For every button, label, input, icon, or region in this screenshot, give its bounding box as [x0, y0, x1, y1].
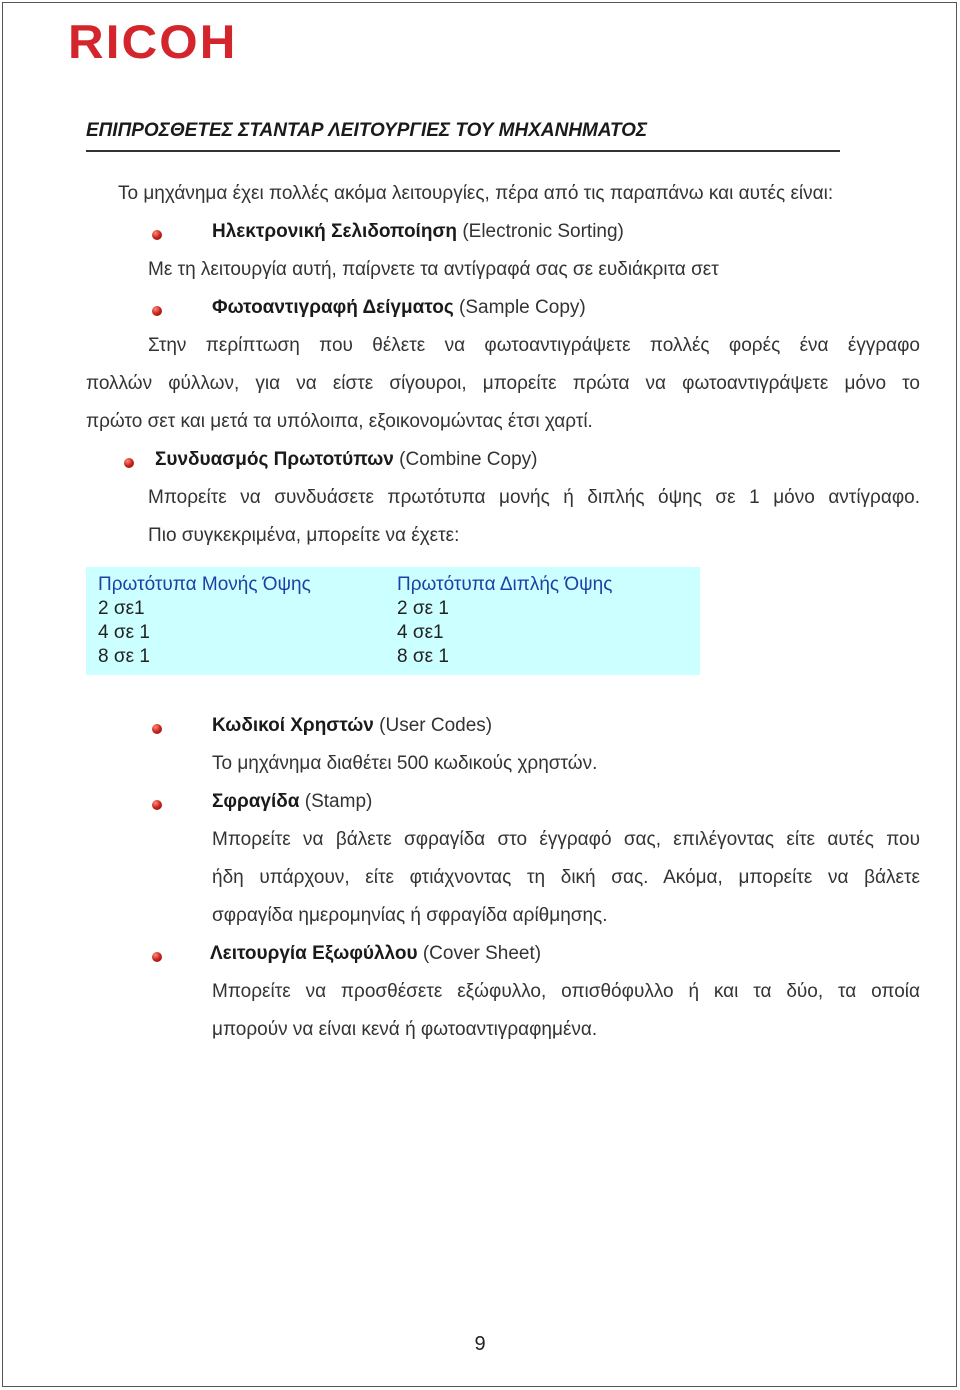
feature-sample-copy-desc-2: πολλών φύλλων, για να είστε σίγουροι, μπορείτε πρώτα να φωτοαντιγράψετε μόνο το	[86, 373, 920, 394]
bullet-icon	[124, 458, 134, 468]
bullet-icon	[152, 724, 162, 734]
feature-user-codes-title: Κωδικοί Χρηστών (User Codes)	[212, 715, 493, 736]
bullet-icon	[152, 230, 162, 240]
combine-modes-table	[86, 567, 700, 675]
feature-stamp-desc-3: σφραγίδα ημερομηνίας ή σφραγίδα αρίθμησης.	[212, 905, 608, 926]
feature-stamp-title: Σφραγίδα (Stamp)	[212, 791, 373, 812]
feature-stamp-desc-1: Μπορείτε να βάλετε σφραγίδα στο έγγραφό σας, επιλέγοντας είτε αυτές που	[212, 829, 920, 850]
feature-sample-copy-desc-3: πρώτο σετ και μετά τα υπόλοιπα, εξοικονομώντας έτσι χαρτί.	[86, 411, 593, 432]
feature-electronic-sorting-title: Ηλεκτρονική Σελιδοποίηση (Electronic Sorting)	[212, 221, 624, 242]
single-sided-item: 2 σε1	[98, 598, 145, 619]
double-sided-item: 8 σε 1	[397, 646, 449, 667]
heading-underline	[86, 150, 840, 152]
single-sided-column	[98, 573, 311, 669]
feature-stamp-desc-2: ήδη υπάρχουν, είτε φτιάχνοντας τη δική σας. Ακόμα, μπορείτε να βάλετε	[212, 867, 920, 888]
feature-cover-sheet-desc-1: Μπορείτε να προσθέσετε εξώφυλλο, οπισθόφυλλο ή και τα δύο, τα οποία	[212, 981, 920, 1002]
feature-combine-copy-desc-1: Μπορείτε να συνδυάσετε πρωτότυπα μονής ή διπλής όψης σε 1 μόνο αντίγραφο.	[148, 487, 920, 508]
feature-combine-copy-title: Συνδυασμός Πρωτοτύπων (Combine Copy)	[155, 449, 538, 470]
double-sided-column	[397, 573, 612, 669]
ricoh-logo: RICOH	[68, 15, 238, 68]
page-border	[2, 2, 957, 1387]
single-sided-item: 4 σε 1	[98, 622, 150, 643]
feature-cover-sheet-title: Λειτουργία Εξωφύλλου (Cover Sheet)	[210, 943, 542, 964]
feature-sample-copy-desc-1: Στην περίπτωση που θέλετε να φωτοαντιγράψετε πολλές φορές ένα έγγραφο	[148, 335, 920, 356]
single-sided-item: 8 σε 1	[98, 646, 150, 667]
single-sided-header: Πρωτότυπα Μονής Όψης	[98, 574, 311, 595]
double-sided-header: Πρωτότυπα Διπλής Όψης	[397, 574, 613, 595]
feature-user-codes-desc: Το μηχάνημα διαθέτει 500 κωδικούς χρηστών.	[212, 753, 598, 774]
feature-cover-sheet-desc-2: μπορούν να είναι κενά ή φωτοαντιγραφημένα.	[212, 1019, 598, 1040]
bullet-icon	[152, 306, 162, 316]
double-sided-item: 4 σε1	[397, 622, 444, 643]
bullet-icon	[152, 800, 162, 810]
feature-combine-copy-desc-2: Πιο συγκεκριμένα, μπορείτε να έχετε:	[148, 525, 460, 546]
feature-sample-copy-title: Φωτοαντιγραφή Δείγματος (Sample Copy)	[212, 297, 586, 318]
feature-electronic-sorting-desc: Με τη λειτουργία αυτή, παίρνετε τα αντίγραφά σας σε ευδιάκριτα σετ	[148, 259, 719, 280]
page-number: 9	[474, 1333, 486, 1355]
bullet-icon	[152, 952, 162, 962]
intro-text: Το μηχάνημα έχει πολλές ακόμα λειτουργίες, πέρα από τις παραπάνω και αυτές είναι:	[118, 183, 834, 204]
double-sided-item: 2 σε 1	[397, 598, 449, 619]
section-heading: ΕΠΙΠΡΟΣΘΕΤΕΣ ΣΤΑΝΤΑΡ ΛΕΙΤΟΥΡΓΙΕΣ ΤΟΥ ΜΗΧΑΝΗΜΑΤΟΣ	[86, 120, 648, 141]
